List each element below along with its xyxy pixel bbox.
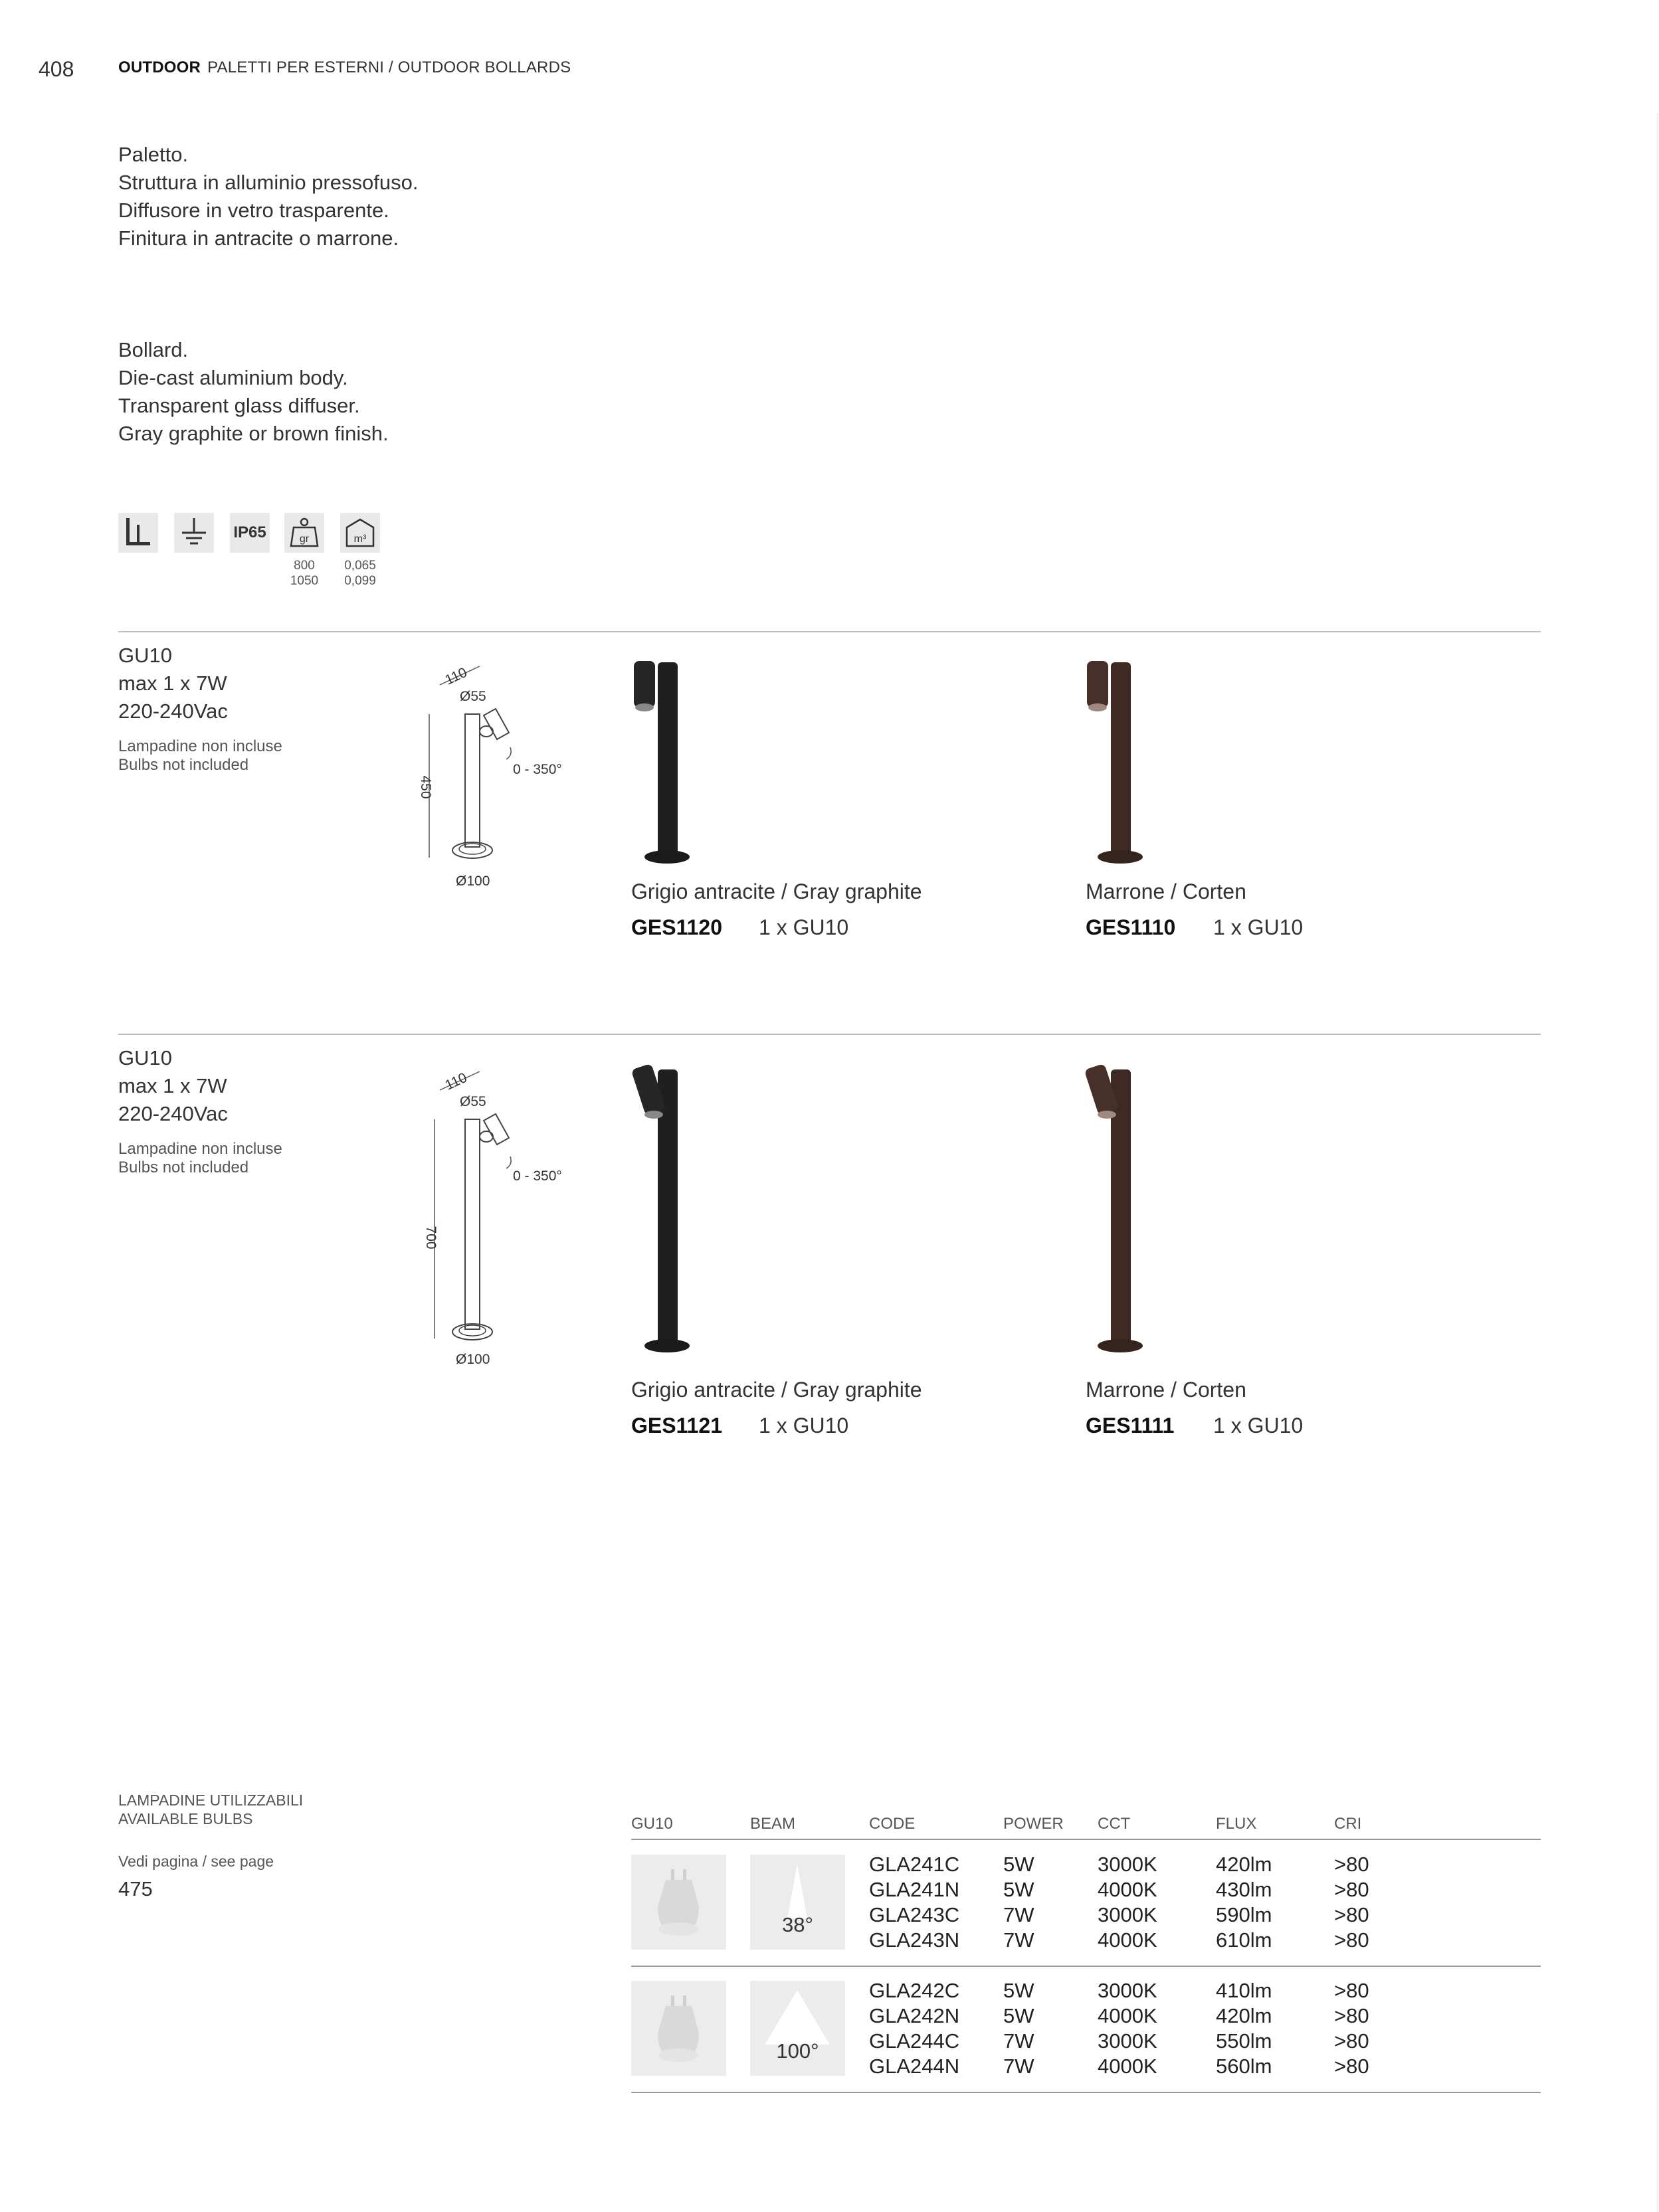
group-divider	[631, 1966, 1541, 1967]
bulb-cris	[1334, 1852, 1369, 1953]
bulb-cct: 4000K	[1098, 1928, 1157, 1952]
technical-drawing	[399, 661, 585, 900]
product-code: GES1111	[1086, 1414, 1175, 1437]
bulb-fluxes	[1216, 1978, 1272, 2079]
bulb-power: 5W	[1003, 1878, 1034, 1901]
note-line: Bulbs not included	[118, 756, 249, 774]
lamp-type: 1 x GU10	[1213, 915, 1304, 939]
page-number: 408	[39, 57, 74, 81]
bulb-code: GLA243C	[869, 1903, 960, 1926]
dim-height: 450	[418, 775, 433, 799]
product-photo-gray	[625, 1056, 704, 1355]
volume-icon	[340, 513, 380, 553]
lamp-type: 1 x GU10	[1213, 1414, 1304, 1437]
bulb-code: GLA243N	[869, 1928, 960, 1952]
column-header: FLUX	[1216, 1815, 1257, 1833]
bulbs-title-line: LAMPADINE UTILIZZABILI	[118, 1792, 304, 1809]
volume-values	[334, 558, 387, 589]
dim-head: 110	[442, 664, 470, 688]
bulb-cri: >80	[1334, 1878, 1369, 1901]
column-header: CRI	[1334, 1815, 1362, 1833]
see-page-number: 475	[118, 1877, 153, 1900]
bulb-note	[118, 1140, 282, 1177]
bulb-powers	[1003, 1978, 1034, 2079]
bulbs-title-line: AVAILABLE BULBS	[118, 1810, 253, 1827]
volume-value: 0,065	[344, 559, 376, 573]
spec-line: GU10	[118, 644, 172, 667]
bulb-ccts	[1098, 1978, 1157, 2079]
beam-angle: 100°	[776, 2039, 819, 2063]
weight-icon	[284, 513, 324, 553]
volume-unit: m³	[353, 533, 367, 545]
weight-value: 800	[294, 559, 315, 573]
bulb-image	[631, 1981, 726, 2076]
bulb-cri: >80	[1334, 1928, 1369, 1952]
bulb-cri: >80	[1334, 2004, 1369, 2027]
bulb-power: 5W	[1003, 1853, 1034, 1876]
product-code: GES1121	[631, 1414, 722, 1437]
bulb-cct: 3000K	[1098, 2029, 1157, 2053]
bulb-power: 7W	[1003, 1928, 1034, 1952]
see-page-label: Vedi pagina / see page	[118, 1853, 274, 1870]
description-line: Finitura in antracite o marrone.	[118, 227, 399, 250]
bulb-power: 5W	[1003, 2004, 1034, 2027]
product-spec	[118, 642, 282, 775]
bulb-fluxes	[1216, 1852, 1272, 1953]
dim-diameter-base: Ø100	[456, 1352, 490, 1367]
spec-line: 220-240Vac	[118, 699, 228, 723]
bulb-code: GLA242C	[869, 1979, 960, 2002]
lamp-type: 1 x GU10	[759, 915, 849, 939]
beam-angle-tile	[750, 1855, 845, 1950]
bulb-code: GLA241N	[869, 1878, 960, 1901]
bulb-cri: >80	[1334, 1853, 1369, 1876]
description-line: Struttura in alluminio pressofuso.	[118, 171, 419, 194]
description-line: Gray graphite or brown finish.	[118, 422, 389, 445]
bulb-power: 5W	[1003, 1979, 1034, 2002]
product-code-line	[631, 1414, 848, 1438]
product-code: GES1120	[631, 915, 722, 939]
spec-line: max 1 x 7W	[118, 1074, 227, 1097]
beam-angle-tile	[750, 1981, 845, 2076]
bulb-cct: 4000K	[1098, 2055, 1157, 2078]
bulb-code: GLA244C	[869, 2029, 960, 2053]
finish-label: Grigio antracite / Gray graphite	[631, 879, 922, 903]
bulb-code: GLA241C	[869, 1853, 960, 1876]
beam-angle: 38°	[782, 1913, 813, 1936]
finish-label: Marrone / Corten	[1086, 879, 1246, 903]
product-code-line	[1086, 915, 1303, 940]
bulb-flux: 410lm	[1216, 1979, 1272, 2002]
dim-height: 700	[423, 1226, 439, 1249]
finish-label: Marrone / Corten	[1086, 1378, 1246, 1402]
product-description	[118, 113, 418, 476]
product-photo-brown	[1078, 654, 1157, 867]
bulb-codes	[869, 1978, 959, 2079]
dim-diameter-top: Ø55	[460, 1094, 486, 1109]
column-header: CCT	[1098, 1815, 1131, 1833]
spec-line: 220-240Vac	[118, 1102, 228, 1125]
dim-rotation: 0 - 350°	[513, 1168, 562, 1184]
ip65-icon	[230, 513, 270, 553]
bulb-codes	[869, 1852, 959, 1953]
bulb-cct: 3000K	[1098, 1903, 1157, 1926]
bulb-ccts	[1098, 1852, 1157, 1953]
divider	[118, 1034, 1541, 1035]
description-line: Paletto.	[118, 143, 189, 166]
bulb-flux: 420lm	[1216, 2004, 1272, 2027]
bulb-flux: 610lm	[1216, 1928, 1272, 1952]
weight-unit: gr	[299, 533, 310, 545]
bulb-power: 7W	[1003, 2029, 1034, 2053]
product-code: GES1110	[1086, 915, 1176, 939]
bulb-flux: 420lm	[1216, 1853, 1272, 1876]
section-subtitle: PALETTI PER ESTERNI / OUTDOOR BOLLARDS	[207, 58, 571, 76]
description-line: Bollard.	[118, 338, 189, 361]
bulb-image	[631, 1855, 726, 1950]
weight-value: 1050	[290, 574, 319, 588]
dim-diameter-top: Ø55	[460, 689, 486, 704]
technical-drawing	[399, 1066, 585, 1378]
note-line: Bulbs not included	[118, 1158, 249, 1176]
page-edge-line	[1657, 113, 1658, 2212]
weight-values	[278, 558, 331, 589]
note-line: Lampadine non incluse	[118, 1140, 282, 1158]
product-photo-gray	[625, 654, 704, 867]
bulb-flux: 430lm	[1216, 1878, 1272, 1901]
bulb-cct: 4000K	[1098, 1878, 1157, 1901]
bulb-powers	[1003, 1852, 1034, 1953]
dim-diameter-base: Ø100	[456, 874, 490, 889]
column-header: POWER	[1003, 1815, 1064, 1833]
dim-rotation: 0 - 350°	[513, 762, 562, 777]
product-photo-brown	[1078, 1056, 1157, 1355]
bulb-flux: 560lm	[1216, 2055, 1272, 2078]
table-bottom-divider	[631, 2092, 1541, 2093]
bulb-cct: 4000K	[1098, 2004, 1157, 2027]
product-spec	[118, 1044, 282, 1177]
bulb-cri: >80	[1334, 1979, 1369, 2002]
ground-icon	[174, 513, 214, 553]
column-header: CODE	[869, 1815, 916, 1833]
spec-line: GU10	[118, 1046, 172, 1069]
bulb-note	[118, 737, 282, 775]
volume-value: 0,099	[344, 574, 376, 588]
ip65-label: IP65	[233, 523, 266, 541]
bulb-flux: 590lm	[1216, 1903, 1272, 1926]
bulb-cri: >80	[1334, 2029, 1369, 2053]
description-line: Transparent glass diffuser.	[118, 394, 360, 417]
bulb-code: GLA242N	[869, 2004, 960, 2027]
column-header: BEAM	[750, 1815, 796, 1833]
product-code-line	[1086, 1414, 1303, 1438]
dim-head: 110	[442, 1069, 470, 1093]
divider	[118, 631, 1541, 632]
description-line: Diffusore in vetro trasparente.	[118, 199, 389, 222]
finish-label: Grigio antracite / Gray graphite	[631, 1378, 922, 1402]
bulb-cri: >80	[1334, 2055, 1369, 2078]
spec-line: max 1 x 7W	[118, 672, 227, 695]
column-header: GU10	[631, 1815, 673, 1833]
description-line: Die-cast aluminium body.	[118, 366, 348, 389]
bulb-cris	[1334, 1978, 1369, 2079]
bulb-code: GLA244N	[869, 2055, 960, 2078]
bulb-cct: 3000K	[1098, 1979, 1157, 2002]
bulb-power: 7W	[1003, 2055, 1034, 2078]
bulb-flux: 550lm	[1216, 2029, 1272, 2053]
note-line: Lampadine non incluse	[118, 737, 282, 755]
bulb-power: 7W	[1003, 1903, 1034, 1926]
product-code-line	[631, 915, 848, 940]
wall-mount-icon	[118, 513, 158, 553]
bulb-cct: 3000K	[1098, 1853, 1157, 1876]
table-header-divider	[631, 1839, 1541, 1840]
page-header	[118, 58, 571, 77]
bulb-cri: >80	[1334, 1903, 1369, 1926]
bulbs-title	[118, 1791, 303, 1828]
lamp-type: 1 x GU10	[759, 1414, 849, 1437]
section-title: OUTDOOR	[118, 58, 201, 76]
